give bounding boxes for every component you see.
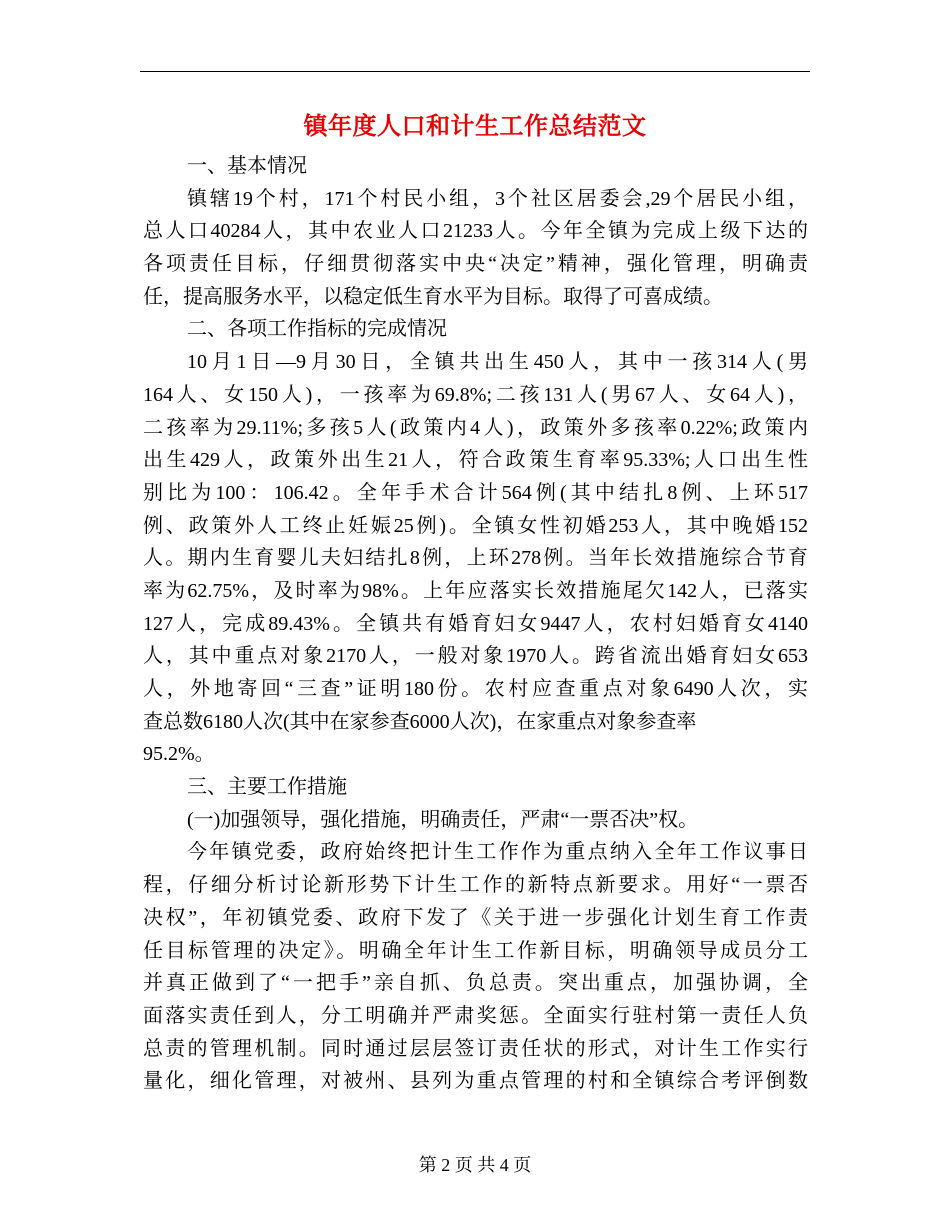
body-line: 总责的管理机制。同时通过层层签订责任状的形式，对计生工作实行 [143, 1037, 808, 1060]
body-line: 并真正做到了“一把手”亲自抓、负总责。突出重点，加强协调，全 [143, 972, 808, 995]
body-line: 查总数6180人次(其中在家参查6000人次)，在家重点对象参查率 [143, 710, 697, 733]
body-line: 决权”，年初镇党委、政府下发了《关于进一步强化计划生育工作责 [143, 906, 808, 929]
subsection-heading: (一)加强领导，强化措施，明确责任，严肃“一票否决”权。 [187, 808, 699, 831]
body-line: 127人，完成89.43%。全镇共有婚育妇女9447人，农村妇婚育女4140 [143, 612, 808, 635]
body-line: 量化，细化管理，对被州、县列为重点管理的村和全镇综合考评倒数 [143, 1070, 808, 1093]
document-body [143, 150, 808, 1098]
body-line: 例、政策外人工终止妊娠25例)。全镇女性初婚253人，其中晚婚152 [143, 514, 808, 537]
body-line: 出生429人，政策外出生21人，符合政策生育率95.33%;人口出生性 [143, 449, 808, 472]
document-title: 镇年度人口和计生工作总结范文 [303, 114, 647, 140]
body-line: 别比为100：106.42。全年手术合计564例(其中结扎8例、上环517 [143, 481, 808, 504]
body-line: 人，外地寄回“三查”证明180份。农村应查重点对象6490人次，实 [143, 678, 808, 700]
body-line: 面落实责任到人，分工明确并严肃奖惩。全面实行驻村第一责任人负 [143, 1004, 808, 1027]
section-heading-main-measures: 三、主要工作措施 [187, 776, 347, 799]
body-line: 任目标管理的决定》。明确全年计生工作新目标，明确领导成员分工 [143, 939, 808, 962]
body-line: 程，仔细分析讨论新形势下计生工作的新特点新要求。用好“一票否 [143, 874, 808, 897]
body-line: 任，提高服务水平，以稳定低生育水平为目标。取得了可喜成绩。 [143, 285, 723, 308]
section-heading-basic-situation: 一、基本情况 [187, 155, 307, 177]
body-line: 镇辖19个村，171个村民小组，3个社区居委会,29个居民小组， [187, 187, 808, 210]
body-line: 二孩率为29.11%;多孩5人(政策内4人)，政策外多孩率0.22%;政策内 [143, 416, 808, 439]
header-rule [140, 71, 810, 72]
body-line: 10月1日—9月30日，全镇共出生450人，其中一孩314人(男 [187, 351, 808, 374]
body-line: 人。期内生育婴儿夫妇结扎8例，上环278例。当年长效措施综合节育 [143, 547, 808, 570]
body-line: 今年镇党委，政府始终把计生工作作为重点纳入全年工作议事日 [187, 841, 808, 864]
body-line: 95.2%。 [143, 743, 215, 766]
page-number-footer: 第 2 页 共 4 页 [418, 1155, 532, 1175]
body-line: 人，其中重点对象2170人，一般对象1970人。跨省流出婚育妇女653 [143, 645, 808, 668]
body-line: 率为62.75%，及时率为98%。上年应落实长效措施尾欠142人，已落实 [143, 579, 808, 602]
section-heading-indicators: 二、各项工作指标的完成情况 [187, 318, 447, 341]
body-line: 总人口40284人，其中农业人口21233人。今年全镇为完成上级下达的 [143, 220, 808, 243]
body-line: 各项责任目标，仔细贯彻落实中央“决定”精神，强化管理，明确责 [143, 253, 808, 276]
body-line: 164人、女150人)，一孩率为69.8%;二孩131人(男67人、女64人)， [143, 383, 808, 406]
